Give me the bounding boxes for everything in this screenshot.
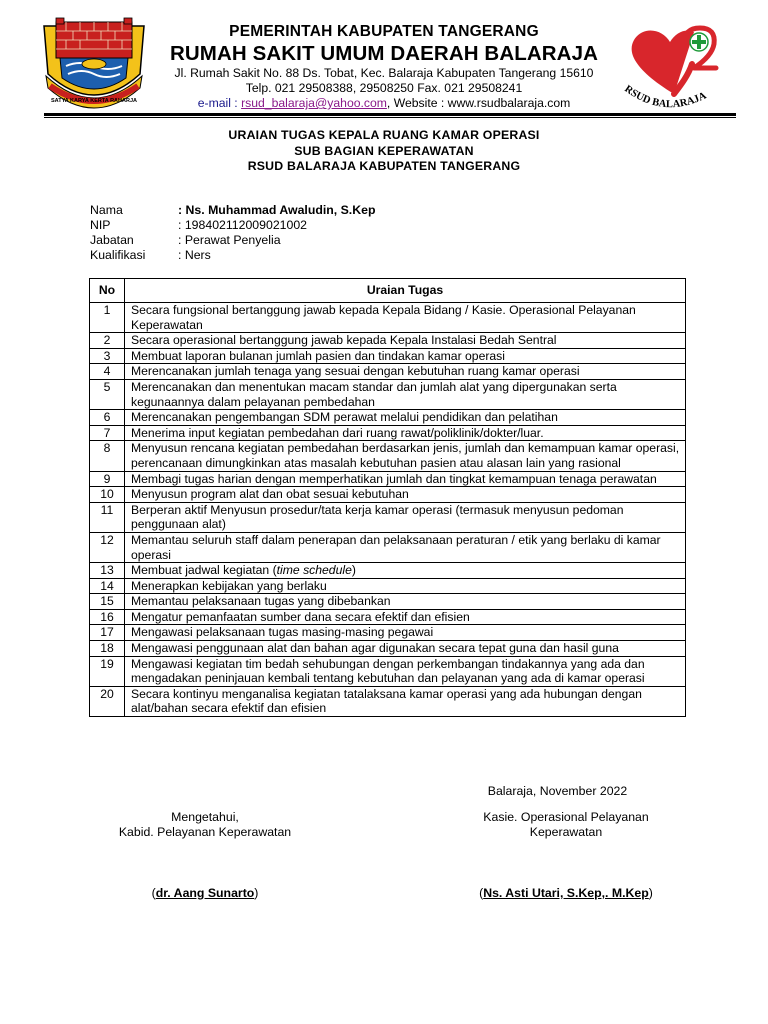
table-row (90, 656, 686, 686)
row-number: 8 (90, 441, 125, 471)
row-task: Membuat laporan bulanan jumlah pasien dan tindakan kamar operasi (125, 348, 686, 364)
header-task: Uraian Tugas (125, 279, 686, 303)
info-label: Nama (90, 203, 123, 217)
table-row (90, 364, 686, 380)
table-row (90, 303, 686, 333)
table-row (90, 686, 686, 716)
email-link[interactable]: rsud_balaraja@yahoo.com (241, 96, 387, 110)
row-number: 6 (90, 410, 125, 426)
row-number: 7 (90, 425, 125, 441)
table-row (90, 625, 686, 641)
website-text: , Website : www.rsudbalaraja.com (386, 96, 571, 110)
document-title (0, 128, 768, 175)
right-sign-line-2: Keperawatan (529, 824, 603, 839)
table-row (90, 410, 686, 426)
row-task: Berperan aktif Menyusun prosedur/tata kerja kamar operasi (termasuk menyusun pedoman penggunaan alat) (125, 502, 686, 532)
row-number: 2 (90, 333, 125, 349)
table-row (90, 333, 686, 349)
row-number: 19 (90, 656, 125, 686)
left-signer-name: (dr. Aang Sunarto) (151, 886, 259, 900)
row-number: 9 (90, 471, 125, 487)
row-number: 3 (90, 348, 125, 364)
row-task-after: ) (351, 563, 356, 578)
letterhead (0, 0, 768, 120)
row-task-italic: time schedule (276, 563, 352, 578)
place-date: Balaraja, November 2022 (487, 784, 628, 798)
info-label: Jabatan (90, 233, 134, 247)
row-number: 4 (90, 364, 125, 380)
title-line-2: SUB BAGIAN KEPERAWATAN (294, 143, 474, 158)
duties-table-body (90, 303, 686, 717)
rsud-balaraja-heart-logo-icon (618, 24, 736, 116)
table-row (90, 441, 686, 471)
row-task: Secara fungsional bertanggung jawab kepada Kepala Bidang / Kasie. Operasional Pelayanan Keperawatan (125, 303, 686, 333)
table-header-row (90, 279, 686, 303)
table-row (90, 609, 686, 625)
logo-right-text: RSUD BALARAJA (622, 83, 709, 111)
info-value: : Ns. Muhammad Awaludin, S.Kep (178, 203, 376, 217)
row-task-text: Membuat jadwal kegiatan ( (131, 563, 277, 578)
row-number: 18 (90, 641, 125, 657)
hospital-address: Jl. Rumah Sakit No. 88 Ds. Tobat, Kec. Balaraja Kabupaten Tangerang 15610 (174, 66, 594, 80)
info-value: : 198402112009021002 (178, 218, 308, 232)
row-task: Mengatur pemanfaatan sumber dana secara efektif dan efisien (125, 609, 686, 625)
info-label: Kualifikasi (90, 248, 146, 262)
row-number: 17 (90, 625, 125, 641)
row-number: 16 (90, 609, 125, 625)
info-row-qualification (90, 248, 375, 263)
hospital-contact-line (150, 96, 618, 111)
right-sign-line-1: Kasie. Operasional Pelayanan (483, 810, 649, 824)
row-number: 14 (90, 578, 125, 594)
row-task: Memantau pelaksanaan tugas yang dibebankan (125, 594, 686, 610)
info-row-name (90, 203, 375, 218)
row-task (125, 563, 686, 579)
left-sign-line-2: Kabid. Pelayanan Keperawatan (118, 824, 292, 839)
hospital-phone: Telp. 021 29508388, 29508250 Fax. 021 29508241 (245, 81, 523, 95)
row-task: Mengawasi penggunaan alat dan bahan agar digunakan secara tepat guna dan hasil guna (125, 641, 686, 657)
row-task: Membagi tugas harian dengan memperhatikan jumlah dan tingkat kemampuan tenaga perawatan (125, 471, 686, 487)
employee-info (90, 203, 375, 263)
letterhead-thin-rule (44, 117, 736, 118)
row-task: Merencanakan dan menentukan macam standar dan jumlah alat yang dipergunakan serta kegunaannya dalam pelayanan pembedahan (125, 379, 686, 409)
header-no: No (90, 279, 125, 303)
hospital-name: RUMAH SAKIT UMUM DAERAH BALARAJA (170, 42, 598, 65)
right-signature-block (460, 810, 672, 839)
left-signer-name-text: dr. Aang Sunarto (155, 886, 255, 900)
right-signer-name-text: Ns. Asti Utari, S.Kep,. M.Kep (483, 886, 649, 900)
row-number: 12 (90, 532, 125, 562)
row-task: Secara operasional bertanggung jawab kepada Kepala Instalasi Bedah Sentral (125, 333, 686, 349)
row-task: Memantau seluruh staff dalam penerapan dan pelaksanaan peraturan / etik yang berlaku di kamar operasi (125, 532, 686, 562)
letterhead-text (150, 22, 618, 111)
table-row (90, 578, 686, 594)
info-row-position (90, 233, 375, 248)
table-row (90, 487, 686, 503)
info-value: : Ners (178, 248, 211, 262)
table-row (90, 471, 686, 487)
email-label: e-mail : (197, 96, 242, 110)
row-task: Merencanakan pengembangan SDM perawat melalui pendidikan dan pelatihan (125, 410, 686, 426)
row-number: 5 (90, 379, 125, 409)
government-name: PEMERINTAH KABUPATEN TANGERANG (229, 23, 539, 40)
row-task: Menyusun rencana kegiatan pembedahan berdasarkan jenis, jumlah dan kemampuan kamar operasi, perencanaan dimungkinkan atas masalah kebutuhan pasien atau alasan lain yang rasional (125, 441, 686, 471)
row-task: Menerima input kegiatan pembedahan dari ruang rawat/poliklinik/dokter/luar. (125, 425, 686, 441)
row-task: Merencanakan jumlah tenaga yang sesuai dengan kebutuhan ruang kamar operasi (125, 364, 686, 380)
row-number: 11 (90, 502, 125, 532)
table-row (90, 563, 686, 579)
title-line-3: RSUD BALARAJA KABUPATEN TANGERANG (247, 159, 521, 173)
row-task: Mengawasi pelaksanaan tugas masing-masing pegawai (125, 625, 686, 641)
table-row (90, 425, 686, 441)
row-task: Menerapkan kebijakan yang berlaku (125, 578, 686, 594)
row-number: 20 (90, 686, 125, 716)
info-label: NIP (90, 218, 111, 232)
kabupaten-tangerang-emblem-icon (40, 16, 148, 110)
left-sign-line-1: Mengetahui, (171, 810, 239, 824)
logo-left-motto: SATYA KARYA KERTA RAHARJA (51, 98, 137, 104)
table-row (90, 348, 686, 364)
info-row-nip (90, 218, 375, 233)
row-task: Secara kontinyu menganalisa kegiatan tatalaksana kamar operasi yang ada hubungan dengan alat/bahan secara efektif dan efisien (125, 686, 686, 716)
title-line-1: URAIAN TUGAS KEPALA RUANG KAMAR OPERASI (228, 128, 540, 142)
row-number: 13 (90, 563, 125, 579)
left-signature-block (100, 810, 310, 839)
table-row (90, 502, 686, 532)
row-task: Menyusun program alat dan obat sesuai kebutuhan (125, 487, 686, 503)
right-signer-name: (Ns. Asti Utari, S.Kep,. M.Kep) (479, 886, 653, 900)
row-number: 1 (90, 303, 125, 333)
row-task: Mengawasi kegiatan tim bedah sehubungan dengan perkembangan tindakannya yang ada dan mengadakan peninjauan kembali tentang kebutuhan dan pelayanan yang ada di kamar operasi (125, 656, 686, 686)
table-row (90, 594, 686, 610)
table-row (90, 532, 686, 562)
table-row (90, 641, 686, 657)
row-number: 10 (90, 487, 125, 503)
info-value: : Perawat Penyelia (178, 233, 281, 247)
duties-table (89, 278, 686, 717)
row-number: 15 (90, 594, 125, 610)
table-row (90, 379, 686, 409)
letterhead-thick-rule (44, 113, 736, 116)
